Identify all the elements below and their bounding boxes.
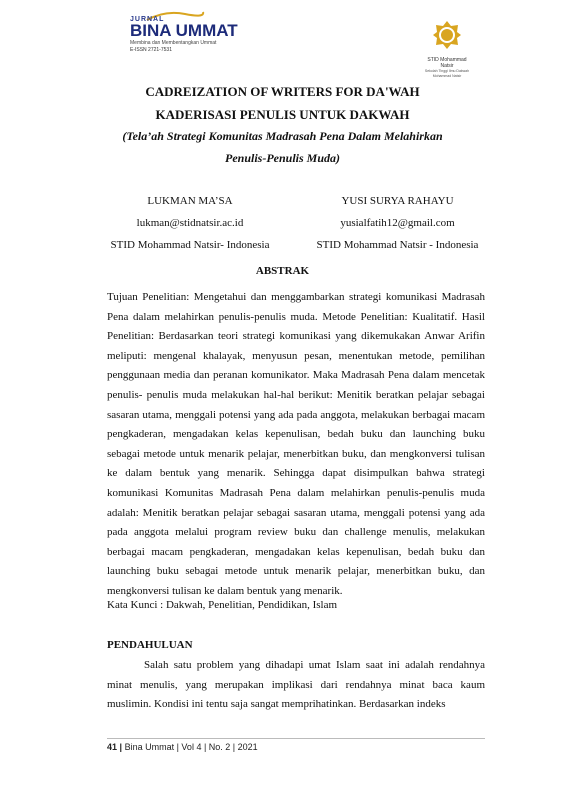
author-name: LUKMAN MA’SA xyxy=(147,195,233,207)
section-heading: PENDAHULUAN xyxy=(107,639,193,651)
footer-separator: | xyxy=(119,742,123,752)
institution-logo xyxy=(422,20,472,79)
intro-paragraph: Salah satu problem yang dihadapi umat Islam saat ini adalah rendahnya minat menulis, yang merupakan implikasi dari rendahnya minat baca kaum muslimin. Kondisi ini tentu saja sangat memprihatinkan. Berdasarkan indeks xyxy=(107,659,485,711)
author-email: yusialfatih12@gmail.com xyxy=(340,217,455,229)
journal-logo xyxy=(130,16,280,53)
author-name: YUSI SURYA RAHAYU xyxy=(341,195,454,207)
subtitle-line-2: Penulis-Penulis Muda) xyxy=(224,151,341,165)
author-1 xyxy=(100,190,280,256)
emblem-icon xyxy=(432,20,462,50)
institution-name: STID Mohammad Natsir xyxy=(427,57,467,69)
page-footer xyxy=(107,742,258,752)
journal-name: BINA UMMAT xyxy=(130,21,238,40)
journal-label: JURNAL xyxy=(130,16,165,23)
journal-header xyxy=(0,0,565,80)
journal-tagline: Membina dan Membentangkan Ummat xyxy=(130,40,217,46)
author-2 xyxy=(305,190,490,256)
abstract-heading: ABSTRAK xyxy=(255,265,310,277)
author-email: lukman@stidnatsir.ac.id xyxy=(136,217,244,229)
keywords: Kata Kunci : Dakwah, Penelitian, Pendidikan, Islam xyxy=(107,599,338,611)
footer-citation: Bina Ummat | Vol 4 | No. 2 | 2021 xyxy=(124,742,258,752)
author-affiliation: STID Mohammad Natsir - Indonesia xyxy=(316,239,479,251)
author-affiliation: STID Mohammad Natsir- Indonesia xyxy=(110,239,270,251)
abstract-text: Tujuan Penelitian: Mengetahui dan menggambarkan strategi komunikasi Madrasah Pena dalam melahirkan penulis-penulis muda. Metode Penelitian: Kualitatif. Hasil Penelitian: Berdasarkan teori strategi komunikasi yang dikemukakan Anwar Arifin meliputi: mengenal khalayak, menyusun pesan, menentukan metode, pemilihan penggunaan media dan peranan komunikator. Maka Madrasah Pena dalam mencetak penulis- penulis muda melakukan hal-hal berikut: Menitik beratkan pelajar sebagai sasaran utama, menggali potensi yang ada pada anggota, melakukan berbagai macam pengkaderan, mengadakan kelas kepenulisan, bedah buku dan launching buku sebagai metode untuk menarik pelajar, menerbitkan buku, dan mengkonversi tulisan ke dalam bentuk yang menarik. Sehingga dapat disimpulkan bahwa strategi komunikasi Komunitas Madrasah Pena dalam melahirkan penulis-penulis muda adalah: Menitik beratkan pelajar sebagai sasaran utama, menggali potensi yang ada pada anggota melalui program review buku dan challenge menulis, melakukan berbagai macam pengkaderan, mengadakan kelas kepenulisan, bedah buku dan launching buku sebagai metode untuk menarik pelajar, menerbitkan buku, dan mengkonversi tulisan ke dalam bentuk yang menarik. xyxy=(107,291,485,597)
page-number: 41 xyxy=(107,742,118,752)
subtitle-line-1: (Tela’ah Strategi Komunitas Madrasah Pena Dalam Melahirkan xyxy=(122,129,443,143)
journal-issn: E-ISSN 2721-7531 xyxy=(130,47,172,53)
institution-tagline: Sekolah Tinggi Ilmu Dakwah Mohammad Natsir xyxy=(424,69,470,78)
title-english: CADREIZATION OF WRITERS FOR DA'WAH xyxy=(145,84,420,99)
footer-divider xyxy=(107,738,485,739)
title-indonesian: KADERISASI PENULIS UNTUK DAKWAH xyxy=(155,107,410,122)
